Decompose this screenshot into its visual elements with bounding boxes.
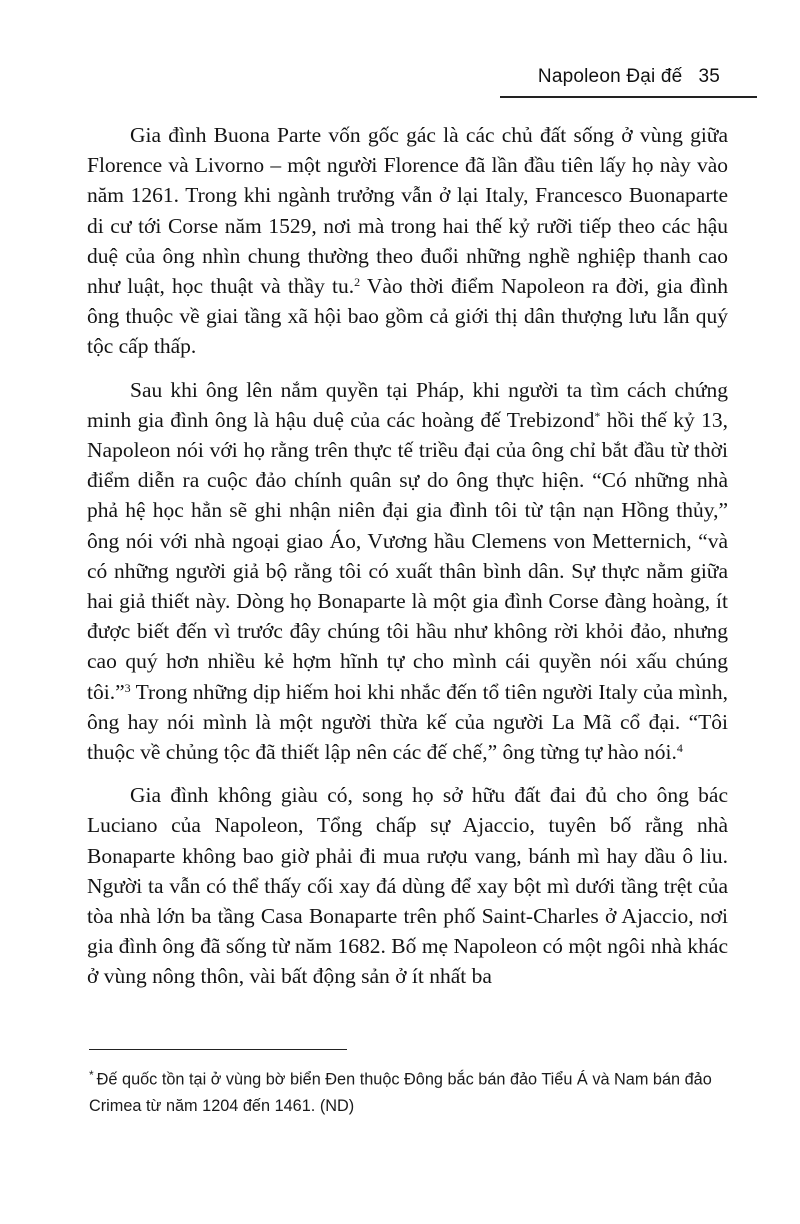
body-text: [87, 120, 728, 1005]
paragraph-1: [87, 120, 728, 362]
paragraph-text: Sau khi ông lên nắm quyền tại Pháp, khi người ta tìm cách chứng minh gia đình ông là hậu duệ của các hoàng đế Trebizond: [87, 377, 728, 432]
footnote-rule: [89, 1049, 347, 1050]
paragraph-text: Gia đình không giàu có, song họ sở hữu đất đai đủ cho ông bác Luciano của Napoleon, Tổng chấp sự Ajaccio, tuyên bố rằng nhà Bonaparte không bao giờ phải đi mua rượu vang, bánh mì hay dầu ô liu. Người ta vẫn có thể thấy cối xay đá dùng để xay bột mì dưới tầng trệt của tòa nhà lớn ba tầng Casa Bonaparte trên phố Saint-Charles ở Ajaccio, nơi gia đình ông đã sống từ năm 1682. Bố mẹ Napoleon có một ngôi nhà khác ở vùng nông thôn, vài bất động sản ở ít nhất ba: [87, 783, 728, 989]
endnote-ref-2: 2: [354, 274, 361, 289]
footnote-marker: *: [89, 1068, 94, 1082]
header-rule: [500, 96, 757, 98]
paragraph-2: [87, 375, 728, 768]
footnote: [89, 1062, 729, 1120]
endnote-ref-4: 4: [676, 740, 683, 755]
paragraph-text: Trong những dịp hiếm hoi khi nhắc đến tổ tiên người Italy của mình, ông hay nói mình là một người thừa kế của người La Mã cổ đại. “Tôi thuộc về chủng tộc đã thiết lập nên các đế chế,” ông từng tự hào nói.: [87, 679, 728, 765]
paragraph-3: [87, 780, 728, 991]
footnote-text: Đế quốc tồn tại ở vùng bờ biển Đen thuộc Đông bắc bán đảo Tiểu Á và Nam bán đảo Crimea từ năm 1204 đến 1461. (ND): [89, 1070, 712, 1116]
page-number: 35: [698, 66, 720, 87]
footnote-ref-star: *: [594, 408, 601, 423]
paragraph-text: hồi thế kỷ 13, Napoleon nói với họ rằng trên thực tế triều đại của ông chỉ bắt đầu từ thời điểm diễn ra cuộc đảo chính quân sự do ông thực hiện. “Có những nhà phả hệ học hẳn sẽ ghi nhận niên đại gia đình tôi từ tận nạn Hồng thủy,” ông nói với nhà ngoại giao Áo, Vương hầu Clemens von Metternich, “và có những người giả bộ rằng tôi có xuất thân bình dân. Sự thực nằm giữa hai giả thiết này. Dòng họ Bonaparte là một gia đình Corse đàng hoàng, ít được biết đến vì trước đây chúng tôi hầu như không rời khỏi đảo, nhưng cao quý hơn nhiều kẻ hợm hĩnh tự cho mình cái quyền nói xấu chúng tôi.”: [87, 407, 728, 704]
paragraph-text: Vào thời điểm Napoleon ra đời, gia đình ông thuộc về giai tầng xã hội bao gồm cả giới thị dân thượng lưu lẫn quý tộc cấp thấp.: [87, 274, 728, 359]
paragraph-text: Gia đình Buona Parte vốn gốc gác là các chủ đất sống ở vùng giữa Florence và Livorno – một người Florence đã lần đầu tiên lấy họ này vào năm 1261. Trong khi ngành trưởng vẫn ở lại Italy, Francesco Buonaparte di cư tới Corse năm 1529, nơi mà trong hai thế kỷ rưỡi tiếp theo các hậu duệ của ông nhìn chung thường theo đuổi những nghề nghiệp thanh cao như luật, học thuật và thầy tu.: [87, 123, 728, 299]
endnote-ref-3: 3: [124, 680, 131, 695]
running-header: [538, 66, 720, 88]
book-title: Napoleon Đại đế: [537, 66, 683, 87]
